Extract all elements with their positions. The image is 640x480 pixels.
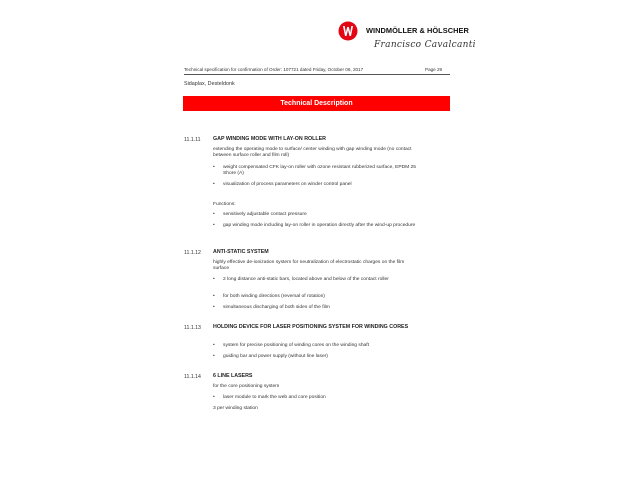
- list-item-text: 2 long distance anti-static bars, located above and below of the contact roller: [223, 277, 389, 282]
- list-item-text: sensitively adjustable contact pressure: [223, 212, 307, 217]
- section-number: 11.1.13: [184, 325, 201, 331]
- bullet-icon: •: [213, 223, 215, 228]
- page-number: Page 29: [425, 67, 443, 72]
- section-title: HOLDING DEVICE FOR LASER POSITIONING SYSTEM FOR WINDING CORES: [213, 324, 409, 330]
- section-title: ANTI-STATIC SYSTEM: [213, 249, 269, 255]
- section-banner: Technical Description: [183, 96, 450, 111]
- brand-name: WINDMÖLLER & HÖLSCHER: [366, 26, 469, 35]
- spec-line: Technical specification for confirmation of Order: 107721 dated Friday, October 06, 2017: [184, 67, 364, 72]
- section-title: 6 LINE LASERS: [213, 373, 253, 379]
- list-item-text: gap winding mode including lay-on roller in operation directly after the wind-up procedure: [223, 223, 416, 228]
- section-intro: highly effective de-ionization system for neutralization of electrostatic charges on the film surface: [213, 260, 405, 272]
- header-divider: [184, 74, 450, 75]
- section-title: GAP WINDING MODE WITH LAY-ON ROLLER: [213, 136, 327, 142]
- signature: Francisco Cavalcanti: [374, 40, 476, 50]
- section-intro: for the core positioning system: [213, 384, 280, 389]
- company-logo-icon: [338, 21, 358, 41]
- section-outro: 3 per winding station: [213, 406, 258, 411]
- bullet-icon: •: [213, 212, 215, 217]
- list-item-text: guiding bar and power supply (without line laser): [223, 354, 328, 359]
- list-item-text: simultaneous discharging of both sides of the film: [223, 305, 330, 310]
- list-item-text: for both winding directions (reversal of rotation): [223, 294, 325, 299]
- list-item-text: visualization of process parameters on winder control panel: [223, 182, 352, 187]
- section-intro: extending the operating mode to surface/ center winding with gap winding mode (no contact between surface roller and film roll): [213, 147, 412, 159]
- section-number: 11.1.11: [184, 137, 201, 143]
- bullet-icon: •: [213, 305, 215, 310]
- section-number: 11.1.14: [184, 374, 201, 380]
- bullet-icon: •: [213, 294, 215, 299]
- list-item-text: weight compensated CFK lay-on roller with ozone resistant rubberized surface, EPDM 25 Shore (A): [223, 165, 416, 177]
- bullet-icon: •: [213, 354, 215, 359]
- list-item-text: laser module to mark the web and core position: [223, 395, 326, 400]
- functions-label: Functions:: [213, 202, 236, 207]
- list-item-text: system for precise positioning of winding cores on the winding shaft: [223, 343, 369, 348]
- bullet-icon: •: [213, 165, 215, 170]
- bullet-icon: •: [213, 343, 215, 348]
- bullet-icon: •: [213, 277, 215, 282]
- location: Sidaplax, Desteldonk: [184, 81, 235, 87]
- bullet-icon: •: [213, 395, 215, 400]
- section-number: 11.1.12: [184, 250, 201, 256]
- bullet-icon: •: [213, 182, 215, 187]
